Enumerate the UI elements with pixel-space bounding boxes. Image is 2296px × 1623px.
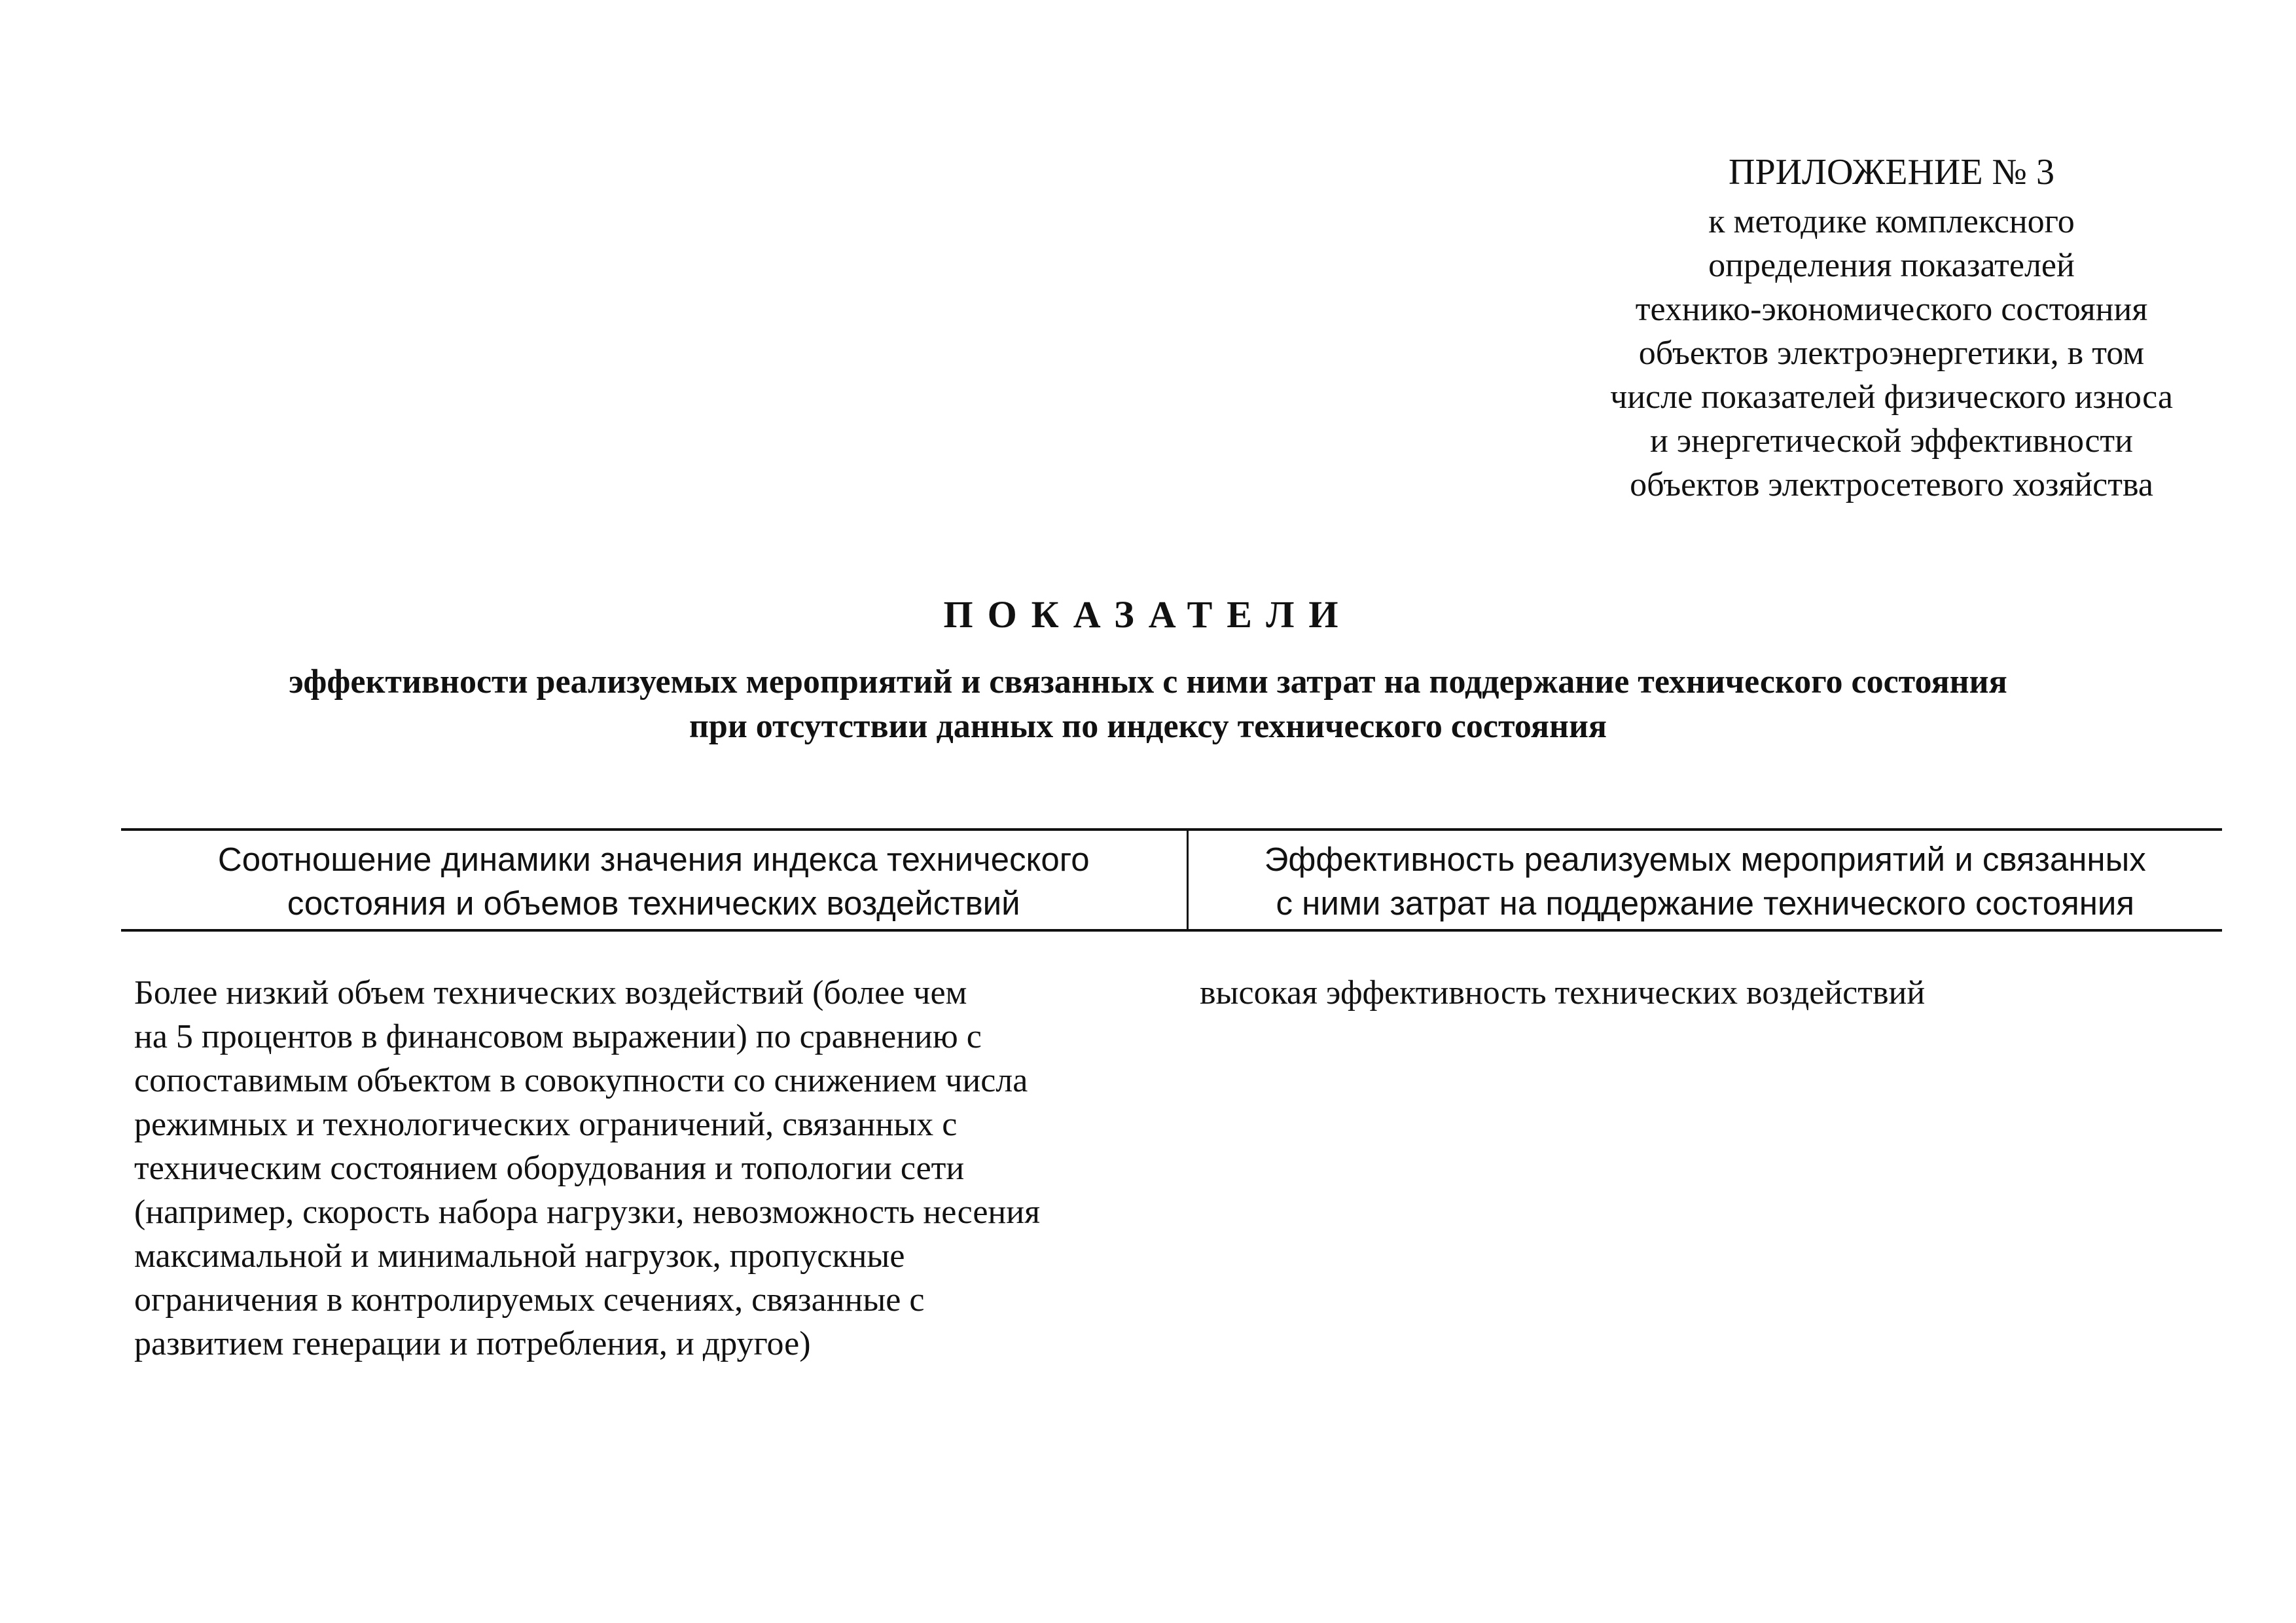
cell-line: высокая эффективность технических воздействий [1200,974,1926,1012]
subtitle-line: эффективности реализуемых мероприятий и связанных с ними затрат на поддержание технического состояния [289,663,2007,701]
appendix-title: ПРИЛОЖЕНИЕ № 3 [1729,152,2054,192]
appendix-block [1505,151,2278,507]
cell-line: (например, скорость набора нагрузки, невозможность несения [134,1194,1040,1231]
appendix-line: к методике комплексного [1708,203,2075,240]
cell-line: на 5 процентов в финансовом выражении) по сравнению с [134,1018,982,1055]
appendix-line: определения показателей [1708,247,2075,284]
appendix-line: объектов электросетевого хозяйства [1630,466,2153,503]
table-row [121,932,2222,1366]
table-header-ratio [121,831,1189,929]
cell-line: Более низкий объем технических воздействий (более чем [134,974,967,1012]
cell-line: техническим состоянием оборудования и топологии сети [134,1150,965,1187]
document-title: ПОКАЗАТЕЛИ [943,593,1353,636]
header-line: Эффективность реализуемых мероприятий и связанных [1264,841,2146,878]
appendix-line: числе показателей физического износа [1610,378,2173,416]
cell-line: развитием генерации и потребления, и другое) [134,1325,811,1362]
header-line: с ними затрат на поддержание технического состояния [1276,884,2134,922]
table-cell-ratio [121,971,1187,1366]
cell-line: ограничения в контролируемых сечениях, связанные с [134,1281,925,1319]
table-cell-efficiency [1187,971,2221,1366]
cell-line: максимальной и минимальной нагрузок, пропускные [134,1237,905,1275]
appendix-line: объектов электроэнергетики, в том [1638,335,2145,372]
table-header-efficiency [1189,831,2223,929]
header-line: Соотношение динамики значения индекса технического [217,841,1090,878]
appendix-line: и энергетической эффективности [1649,422,2133,460]
header-line: состояния и объемов технических воздействий [287,884,1020,922]
appendix-line: технико-экономического состояния [1635,291,2148,328]
subtitle-line: при отсутствии данных по индексу технического состояния [689,708,1607,745]
indicators-table [121,828,2222,1366]
document-subtitle [0,660,2296,749]
cell-line: сопоставимым объектом в совокупности со снижением числа [134,1062,1028,1099]
table-header-row [121,828,2222,932]
cell-line: режимных и технологических ограничений, связанных с [134,1106,958,1143]
